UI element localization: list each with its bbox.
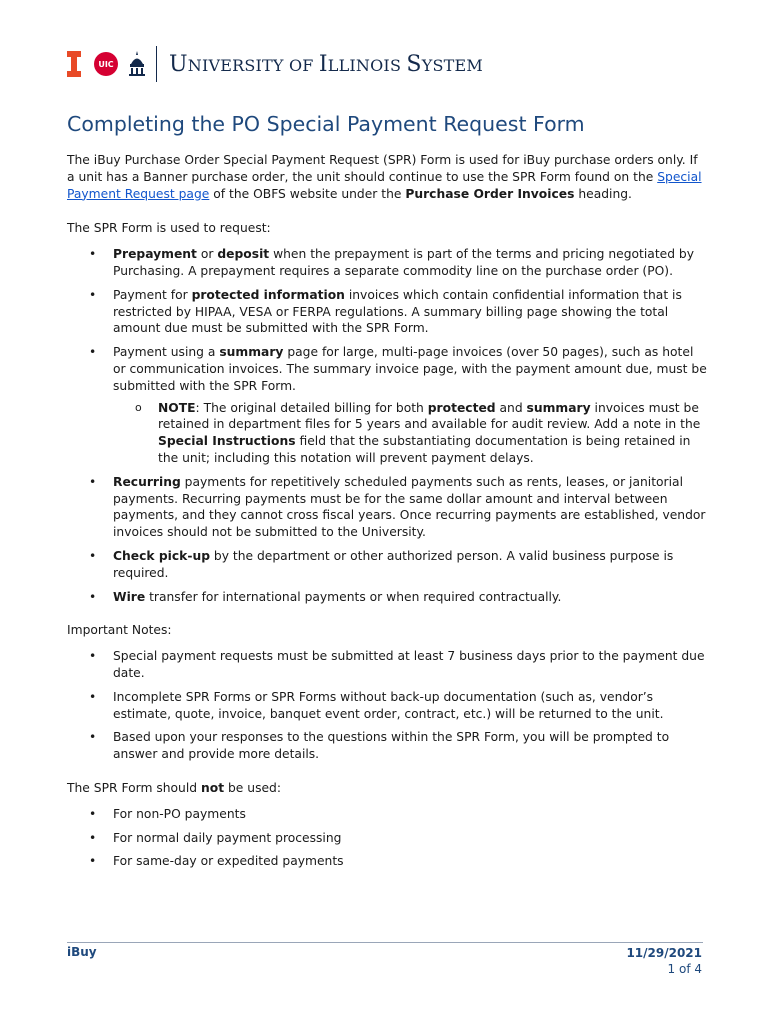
list-item-check-pickup: • Check pick-up by the department or other authorized person. A valid business purpose is required. bbox=[67, 548, 707, 582]
spacer bbox=[67, 612, 707, 622]
request-list bbox=[67, 246, 707, 605]
logo-divider bbox=[156, 46, 157, 82]
list-item: • Incomplete SPR Forms or SPR Forms without back-up documentation (such as, vendor’s estimate, quote, invoice, banquet event order, contract, etc.) will be returned to the unit. bbox=[67, 689, 707, 723]
not-used-lead: The SPR Form should not be used: bbox=[67, 780, 281, 795]
list-item: • For normal daily payment processing bbox=[67, 830, 707, 847]
spacer bbox=[67, 770, 707, 780]
uic-logo: UIC bbox=[94, 52, 118, 76]
footer-label: iBuy bbox=[67, 945, 97, 959]
list-item-summary-page: • Payment using a summary page for large, multi-page invoices (over 50 pages), such as hotel or communication invoices. The summary invoice page, with the payment amount due, must be submitted with the SPR Form. o NOTE: The original detailed billing for both protected and summary invoices must be retained in department files for 5 years and available for audit review. Add a note in the Special Instructions field that the substantiating documentation is being retained in the unit; including this notation will prevent payment delays. bbox=[67, 344, 707, 467]
list-item-prepayment: • Prepayment or deposit when the prepayment is part of the terms and pricing negotiated by Purchasing. A prepayment requires a separate commodity line on the purchase order (PO). bbox=[67, 246, 707, 280]
special-payment-request-link[interactable]: Special Payment Request page bbox=[67, 169, 702, 201]
footer-divider bbox=[67, 942, 703, 943]
request-list-lead: The SPR Form is used to request: bbox=[67, 221, 271, 236]
list-item-protected-information: • Payment for protected information invoices which contain confidential information that is restricted by HIPAA, VESA or FERPA regulations. A summary billing page showing the total amount due must be submitted with the SPR Form. bbox=[67, 287, 707, 337]
page-title: Completing the PO Special Payment Request Form bbox=[67, 112, 585, 136]
important-notes-lead: Important Notes: bbox=[67, 623, 172, 638]
university-system-wordmark: UNIVERSITY OF ILLINOIS SYSTEM bbox=[169, 51, 483, 77]
header-logo-bar bbox=[66, 46, 483, 82]
note-item: o NOTE: The original detailed billing for both protected and summary invoices must be retained in department files for 5 years and available for audit review. Add a note in the Special Instructions field that the substantiating documentation is being retained in the unit; including this notation will prevent payment delays. bbox=[113, 400, 707, 467]
not-used-list bbox=[67, 806, 707, 870]
sub-list bbox=[113, 400, 707, 467]
uis-dome-logo bbox=[128, 50, 146, 78]
list-item: • For non-PO payments bbox=[67, 806, 707, 823]
list-item: • For same-day or expedited payments bbox=[67, 853, 707, 870]
list-item: • Based upon your responses to the questions within the SPR Form, you will be prompted to answer and provide more details. bbox=[67, 729, 707, 763]
list-item-recurring: • Recurring payments for repetitively scheduled payments such as rents, leases, or janitorial payments. Recurring payments must be for the same dollar amount and interval between payments, and they cannot cross fiscal years. Once recurring payments are established, vendor invoices should not be submitted to the University. bbox=[67, 474, 707, 541]
page-number: 1 of 4 bbox=[667, 962, 702, 976]
document-body bbox=[67, 152, 707, 877]
important-notes-list bbox=[67, 648, 707, 763]
intro-paragraph: The iBuy Purchase Order Special Payment Request (SPR) Form is used for iBuy purchase orders only. If a unit has a Banner purchase order, the unit should continue to use the SPR Form found on the Special Payment Request page of the OBFS website under the Purchase Order Invoices heading. bbox=[67, 153, 702, 201]
list-item: • Special payment requests must be submitted at least 7 business days prior to the payment due date. bbox=[67, 648, 707, 682]
footer-meta bbox=[626, 945, 702, 977]
footer-date: 11/29/2021 bbox=[626, 946, 702, 960]
illinois-block-i-logo bbox=[66, 50, 82, 78]
list-item-wire: • Wire transfer for international payments or when required contractually. bbox=[67, 589, 707, 606]
